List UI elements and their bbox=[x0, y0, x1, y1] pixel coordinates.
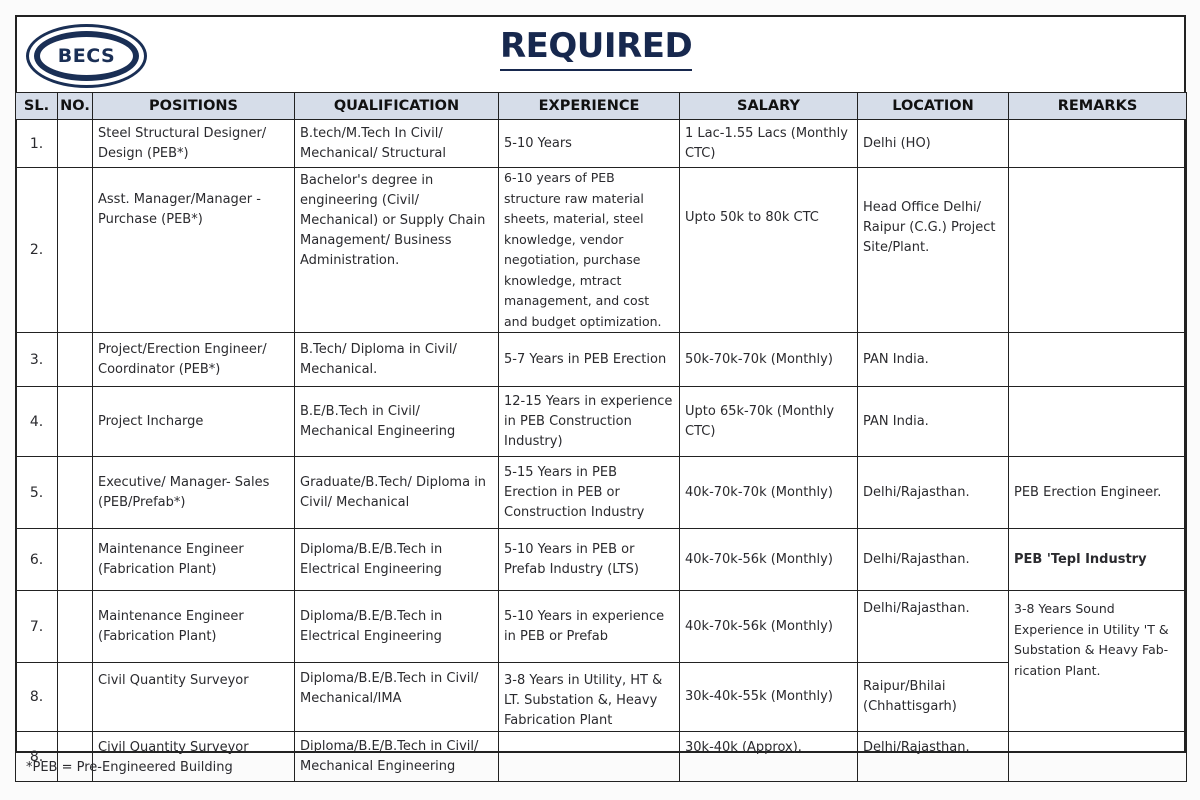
cell-salary: 40k-70k-70k (Monthly) bbox=[680, 457, 858, 529]
table-header-row bbox=[16, 93, 1187, 120]
cell-no bbox=[58, 333, 93, 387]
cell-remarks bbox=[1009, 732, 1187, 782]
cell-position: Asst. Manager/Manager - Purchase (PEB*) bbox=[93, 168, 295, 333]
header-positions: POSITIONS bbox=[93, 93, 295, 120]
header-remarks: REMARKS bbox=[1009, 93, 1187, 120]
logo-text: BECS bbox=[57, 45, 116, 67]
cell-position: Steel Structural Designer/ Design (PEB*) bbox=[93, 120, 295, 168]
cell-salary: 1 Lac-1.55 Lacs (Monthly CTC) bbox=[680, 120, 858, 168]
cell-remarks: PEB Erection Engineer. bbox=[1009, 457, 1187, 529]
cell-position: Civil Quantity Surveyor bbox=[93, 732, 295, 782]
cell-remarks bbox=[1009, 120, 1187, 168]
cell-sl: 8. bbox=[16, 732, 58, 782]
page-title: REQUIRED bbox=[500, 25, 692, 71]
cell-no bbox=[58, 168, 93, 333]
cell-location: Delhi/Rajasthan. bbox=[858, 457, 1009, 529]
cell-no bbox=[58, 457, 93, 529]
header-qualification: QUALIFICATION bbox=[295, 93, 499, 120]
cell-experience: 5-10 Years in experience in PEB or Prefab bbox=[499, 591, 680, 663]
cell-no bbox=[58, 387, 93, 457]
cell-sl: 3. bbox=[16, 333, 58, 387]
cell-no bbox=[58, 663, 93, 732]
cell-experience bbox=[499, 732, 680, 782]
cell-qualification: Diploma/B.E/B.Tech in Electrical Engineering bbox=[295, 591, 499, 663]
cell-location: Delhi (HO) bbox=[858, 120, 1009, 168]
cell-experience: 12-15 Years in experience in PEB Construction Industry) bbox=[499, 387, 680, 457]
cell-salary: 30k-40k-55k (Monthly) bbox=[680, 663, 858, 732]
cell-sl: 6. bbox=[16, 529, 58, 591]
cell-position: Maintenance Engineer (Fabrication Plant) bbox=[93, 529, 295, 591]
table-row bbox=[16, 333, 1187, 387]
header-no: NO. bbox=[58, 93, 93, 120]
cell-qualification: Diploma/B.E/B.Tech in Electrical Engineering bbox=[295, 529, 499, 591]
cell-sl: 7. bbox=[16, 591, 58, 663]
footnote: *PEB = Pre-Engineered Building bbox=[26, 760, 233, 775]
cell-sl: 1. bbox=[16, 120, 58, 168]
becs-logo bbox=[26, 24, 147, 88]
cell-salary: 30k-40k (Approx). bbox=[680, 732, 858, 782]
cell-qualification: Diploma/B.E/B.Tech in Civil/ Mechanical/IMA bbox=[295, 663, 499, 732]
table-row bbox=[16, 529, 1187, 591]
cell-salary: 50k-70k-70k (Monthly) bbox=[680, 333, 858, 387]
cell-position: Project/Erection Engineer/ Coordinator (PEB*) bbox=[93, 333, 295, 387]
cell-remarks: 3-8 Years Sound Experience in Utility 'T & Substation & Heavy Fab-rication Plant. bbox=[1009, 591, 1187, 732]
cell-experience: 3-8 Years in Utility, HT & LT. Substation &, Heavy Fabrication Plant bbox=[499, 663, 680, 732]
cell-experience: 5-15 Years in PEB Erection in PEB or Construction Industry bbox=[499, 457, 680, 529]
cell-qualification: B.Tech/ Diploma in Civil/ Mechanical. bbox=[295, 333, 499, 387]
cell-no bbox=[58, 591, 93, 663]
cell-location: Raipur/Bhilai (Chhattisgarh) bbox=[858, 663, 1009, 732]
cell-experience: 5-10 Years in PEB or Prefab Industry (LTS) bbox=[499, 529, 680, 591]
cell-qualification: Diploma/B.E/B.Tech in Civil/ Mechanical Engineering bbox=[295, 732, 499, 782]
cell-remarks: PEB 'Tepl Industry bbox=[1009, 529, 1187, 591]
cell-qualification: Graduate/B.Tech/ Diploma in Civil/ Mechanical bbox=[295, 457, 499, 529]
cell-location: PAN India. bbox=[858, 333, 1009, 387]
header-location: LOCATION bbox=[858, 93, 1009, 120]
cell-position: Maintenance Engineer (Fabrication Plant) bbox=[93, 591, 295, 663]
cell-experience: 5-10 Years bbox=[499, 120, 680, 168]
header-sl: SL. bbox=[16, 93, 58, 120]
cell-remarks bbox=[1009, 168, 1187, 333]
cell-salary: 40k-70k-56k (Monthly) bbox=[680, 591, 858, 663]
cell-salary: Upto 50k to 80k CTC bbox=[680, 168, 858, 333]
cell-location: PAN India. bbox=[858, 387, 1009, 457]
cell-no bbox=[58, 120, 93, 168]
cell-remarks bbox=[1009, 333, 1187, 387]
header-salary: SALARY bbox=[680, 93, 858, 120]
cell-experience: 6-10 years of PEB structure raw material sheets, material, steel knowledge, vendor negotiation, purchase knowledge, mtract management, and cost and budget optimization. bbox=[499, 168, 680, 333]
logo-ring bbox=[34, 31, 139, 81]
cell-sl: 8. bbox=[16, 663, 58, 732]
cell-qualification: Bachelor's degree in engineering (Civil/ Mechanical) or Supply Chain Management/ Business Administration. bbox=[295, 168, 499, 333]
cell-remarks bbox=[1009, 387, 1187, 457]
cell-qualification: B.tech/M.Tech In Civil/ Mechanical/ Structural bbox=[295, 120, 499, 168]
cell-position: Civil Quantity Surveyor bbox=[93, 663, 295, 732]
cell-salary: Upto 65k-70k (Monthly CTC) bbox=[680, 387, 858, 457]
cell-location: Delhi/Rajasthan. bbox=[858, 732, 1009, 782]
table-row bbox=[16, 120, 1187, 168]
table-row bbox=[16, 591, 1187, 663]
cell-no bbox=[58, 529, 93, 591]
cell-sl: 5. bbox=[16, 457, 58, 529]
table-row bbox=[16, 387, 1187, 457]
jobs-table bbox=[15, 92, 1187, 782]
cell-experience: 5-7 Years in PEB Erection bbox=[499, 333, 680, 387]
title-bar bbox=[17, 17, 1184, 92]
cell-position: Project Incharge bbox=[93, 387, 295, 457]
cell-qualification: B.E/B.Tech in Civil/ Mechanical Engineering bbox=[295, 387, 499, 457]
table-row bbox=[16, 457, 1187, 529]
cell-sl: 2. bbox=[16, 168, 58, 333]
cell-location: Delhi/Rajasthan. bbox=[858, 591, 1009, 663]
cell-sl: 4. bbox=[16, 387, 58, 457]
cell-position: Executive/ Manager- Sales (PEB/Prefab*) bbox=[93, 457, 295, 529]
cell-location: Delhi/Rajasthan. bbox=[858, 529, 1009, 591]
header-experience: EXPERIENCE bbox=[499, 93, 680, 120]
cell-location: Head Office Delhi/ Raipur (C.G.) Project Site/Plant. bbox=[858, 168, 1009, 333]
cell-salary: 40k-70k-56k (Monthly) bbox=[680, 529, 858, 591]
table-row bbox=[16, 168, 1187, 333]
